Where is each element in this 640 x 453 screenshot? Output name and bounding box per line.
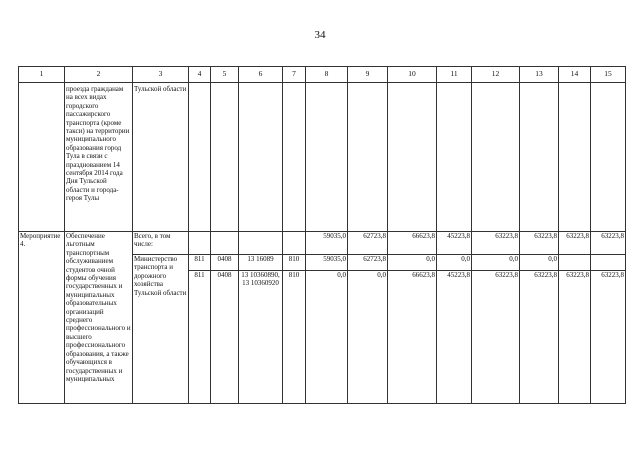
cell-empty bbox=[19, 83, 65, 232]
budget-table bbox=[18, 66, 626, 404]
total-c14: 63223,8 bbox=[559, 232, 591, 255]
column-number: 5 bbox=[211, 67, 239, 83]
column-number: 12 bbox=[472, 67, 520, 83]
total-c9: 62723,8 bbox=[348, 232, 388, 255]
column-number: 2 bbox=[65, 67, 133, 83]
column-number: 4 bbox=[189, 67, 211, 83]
m2-c4: 811 bbox=[189, 271, 211, 404]
m2-c5: 0408 bbox=[211, 271, 239, 404]
m2-c6: 13 10360890, 13 10360920 bbox=[239, 271, 283, 404]
m1-c8: 59035,0 bbox=[306, 255, 348, 271]
page-number: 34 bbox=[314, 29, 326, 41]
m2-c9: 0,0 bbox=[348, 271, 388, 404]
m1-c15 bbox=[591, 255, 626, 271]
m1-c12: 0,0 bbox=[472, 255, 520, 271]
total-label: Всего, в том числе: bbox=[133, 232, 189, 255]
m1-c14 bbox=[559, 255, 591, 271]
column-number: 9 bbox=[348, 67, 388, 83]
total-c8: 59035,0 bbox=[306, 232, 348, 255]
column-number: 7 bbox=[283, 67, 306, 83]
m1-c5: 0408 bbox=[211, 255, 239, 271]
column-number: 15 bbox=[591, 67, 626, 83]
column-number: 13 bbox=[520, 67, 559, 83]
column-number: 6 bbox=[239, 67, 283, 83]
m1-c6: 13 16089 bbox=[239, 255, 283, 271]
m2-c11: 45223,8 bbox=[437, 271, 472, 404]
m2-c13: 63223,8 bbox=[520, 271, 559, 404]
event4-description: Обеспечение льготным транспортным обслуживанием студентов очной формы обучения государственных и муниципальных образовательных организаций среднего профессионального и высшего профессионального образования, а также обучающихся в государственных и муниципальных bbox=[65, 232, 133, 404]
total-c12: 63223,8 bbox=[472, 232, 520, 255]
m1-c7: 810 bbox=[283, 255, 306, 271]
event4-number: Мероприятие 4. bbox=[19, 232, 65, 404]
total-c10: 66623,8 bbox=[388, 232, 437, 255]
m1-c13: 0,0 bbox=[520, 255, 559, 271]
m2-c8: 0,0 bbox=[306, 271, 348, 404]
continuation-row bbox=[19, 83, 626, 232]
continuation-description: проезда гражданам на всех видах городского пассажирского транспорта (кроме такси) на территории муниципального образования город Тула в связи с празднованием 14 сентября 2014 года Дня Тульской области и города-героя Тулы bbox=[65, 83, 133, 232]
event4-total-row bbox=[19, 232, 626, 255]
m2-c12: 63223,8 bbox=[472, 271, 520, 404]
total-c15: 63223,8 bbox=[591, 232, 626, 255]
m1-c11: 0,0 bbox=[437, 255, 472, 271]
column-number: 10 bbox=[388, 67, 437, 83]
column-number: 1 bbox=[19, 67, 65, 83]
continuation-executor: Тульской области bbox=[133, 83, 189, 232]
total-c13: 63223,8 bbox=[520, 232, 559, 255]
m2-c10: 66623,8 bbox=[388, 271, 437, 404]
m1-c10: 0,0 bbox=[388, 255, 437, 271]
column-number: 8 bbox=[306, 67, 348, 83]
m2-c14: 63223,8 bbox=[559, 271, 591, 404]
m2-c15: 63223,8 bbox=[591, 271, 626, 404]
column-number: 14 bbox=[559, 67, 591, 83]
m2-c7: 810 bbox=[283, 271, 306, 404]
m1-c4: 811 bbox=[189, 255, 211, 271]
column-number: 11 bbox=[437, 67, 472, 83]
column-number-row bbox=[19, 67, 626, 83]
ministry-label: Министерство транспорта и дорожного хозяйства Тульской области bbox=[133, 255, 189, 404]
column-number: 3 bbox=[133, 67, 189, 83]
m1-c9: 62723,8 bbox=[348, 255, 388, 271]
total-c11: 45223,8 bbox=[437, 232, 472, 255]
